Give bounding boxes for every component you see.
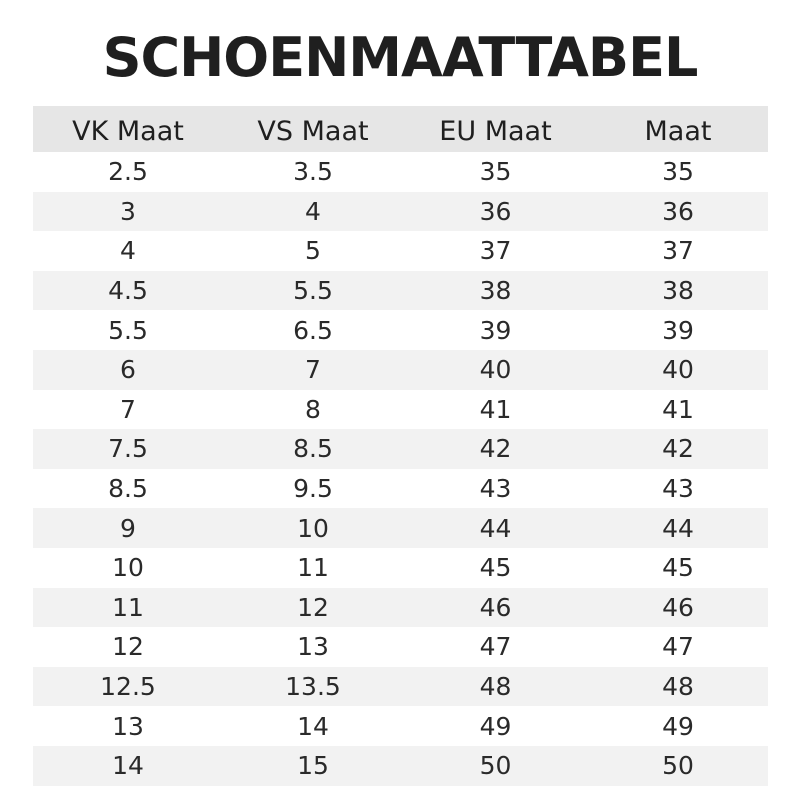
table-row — [33, 548, 768, 588]
table-cell: 10 — [112, 553, 144, 583]
table-cell: 13 — [112, 711, 144, 741]
table-row — [33, 667, 768, 707]
table-row — [33, 469, 768, 509]
table-row — [33, 310, 768, 350]
table-cell: 11 — [112, 592, 144, 622]
table-cell: 49 — [662, 711, 694, 741]
table-row — [33, 429, 768, 469]
table-cell: 5 — [305, 236, 321, 266]
table-cell: 10 — [297, 513, 329, 543]
table-cell: 36 — [662, 196, 694, 226]
table-cell: 45 — [479, 553, 512, 583]
table-row — [33, 627, 768, 667]
table-cell: 48 — [662, 672, 694, 702]
table-cell: 5.5 — [293, 276, 333, 306]
table-cell: 15 — [297, 751, 329, 781]
table-row — [33, 152, 768, 192]
table-cell: 41 — [479, 394, 512, 424]
table-cell: 8 — [305, 394, 321, 424]
size-table — [33, 106, 768, 786]
table-cell: 12 — [112, 632, 144, 662]
header-eu-size: EU Maat — [439, 115, 552, 147]
table-cell: 7 — [305, 355, 321, 385]
table-cell: 5.5 — [108, 315, 148, 345]
table-cell: 4.5 — [108, 276, 148, 306]
table-cell: 36 — [479, 196, 512, 226]
table-cell: 47 — [662, 632, 694, 662]
table-row — [33, 706, 768, 746]
table-cell: 7.5 — [108, 434, 148, 464]
table-cell: 3.5 — [293, 157, 333, 187]
table-cell: 3 — [120, 196, 136, 226]
table-cell: 35 — [479, 157, 512, 187]
table-row — [33, 271, 768, 311]
table-cell: 44 — [479, 513, 512, 543]
table-cell: 4 — [120, 236, 136, 266]
table-cell: 46 — [479, 592, 512, 622]
table-cell: 42 — [662, 434, 694, 464]
table-cell: 38 — [479, 276, 512, 306]
table-row — [33, 231, 768, 271]
table-cell: 43 — [662, 474, 694, 504]
table-cell: 37 — [662, 236, 694, 266]
table-cell: 43 — [479, 474, 512, 504]
header-us-size: VS Maat — [257, 115, 369, 147]
table-row — [33, 192, 768, 232]
table-cell: 50 — [479, 751, 512, 781]
table-cell: 8.5 — [293, 434, 333, 464]
table-cell: 9 — [120, 513, 136, 543]
table-cell: 39 — [479, 315, 512, 345]
table-cell: 42 — [479, 434, 512, 464]
table-cell: 7 — [120, 394, 136, 424]
header-uk-size: VK Maat — [72, 115, 184, 147]
table-cell: 6.5 — [293, 315, 333, 345]
table-header-row — [33, 106, 768, 152]
table-cell: 48 — [479, 672, 512, 702]
table-cell: 11 — [297, 553, 329, 583]
table-cell: 35 — [662, 157, 694, 187]
table-cell: 4 — [305, 196, 321, 226]
page-title: SCHOENMAATTABEL — [102, 26, 698, 89]
table-cell: 13.5 — [285, 672, 341, 702]
table-body — [33, 152, 768, 786]
table-row — [33, 588, 768, 628]
table-cell: 50 — [662, 751, 694, 781]
table-cell: 12 — [297, 592, 329, 622]
table-row — [33, 350, 768, 390]
table-cell: 38 — [662, 276, 694, 306]
table-cell: 14 — [112, 751, 144, 781]
table-cell: 9.5 — [293, 474, 333, 504]
table-cell: 2.5 — [108, 157, 148, 187]
table-cell: 39 — [662, 315, 694, 345]
table-cell: 40 — [479, 355, 512, 385]
table-cell: 41 — [662, 394, 694, 424]
table-cell: 44 — [662, 513, 694, 543]
table-row — [33, 390, 768, 430]
table-cell: 45 — [662, 553, 694, 583]
table-cell: 13 — [297, 632, 329, 662]
table-cell: 40 — [662, 355, 694, 385]
table-cell: 47 — [479, 632, 512, 662]
table-cell: 6 — [120, 355, 136, 385]
table-row — [33, 746, 768, 786]
table-cell: 37 — [479, 236, 512, 266]
table-cell: 46 — [662, 592, 694, 622]
header-size: Maat — [644, 115, 712, 147]
table-cell: 49 — [479, 711, 512, 741]
table-cell: 12.5 — [100, 672, 156, 702]
table-row — [33, 508, 768, 548]
table-cell: 8.5 — [108, 474, 148, 504]
table-cell: 14 — [297, 711, 329, 741]
